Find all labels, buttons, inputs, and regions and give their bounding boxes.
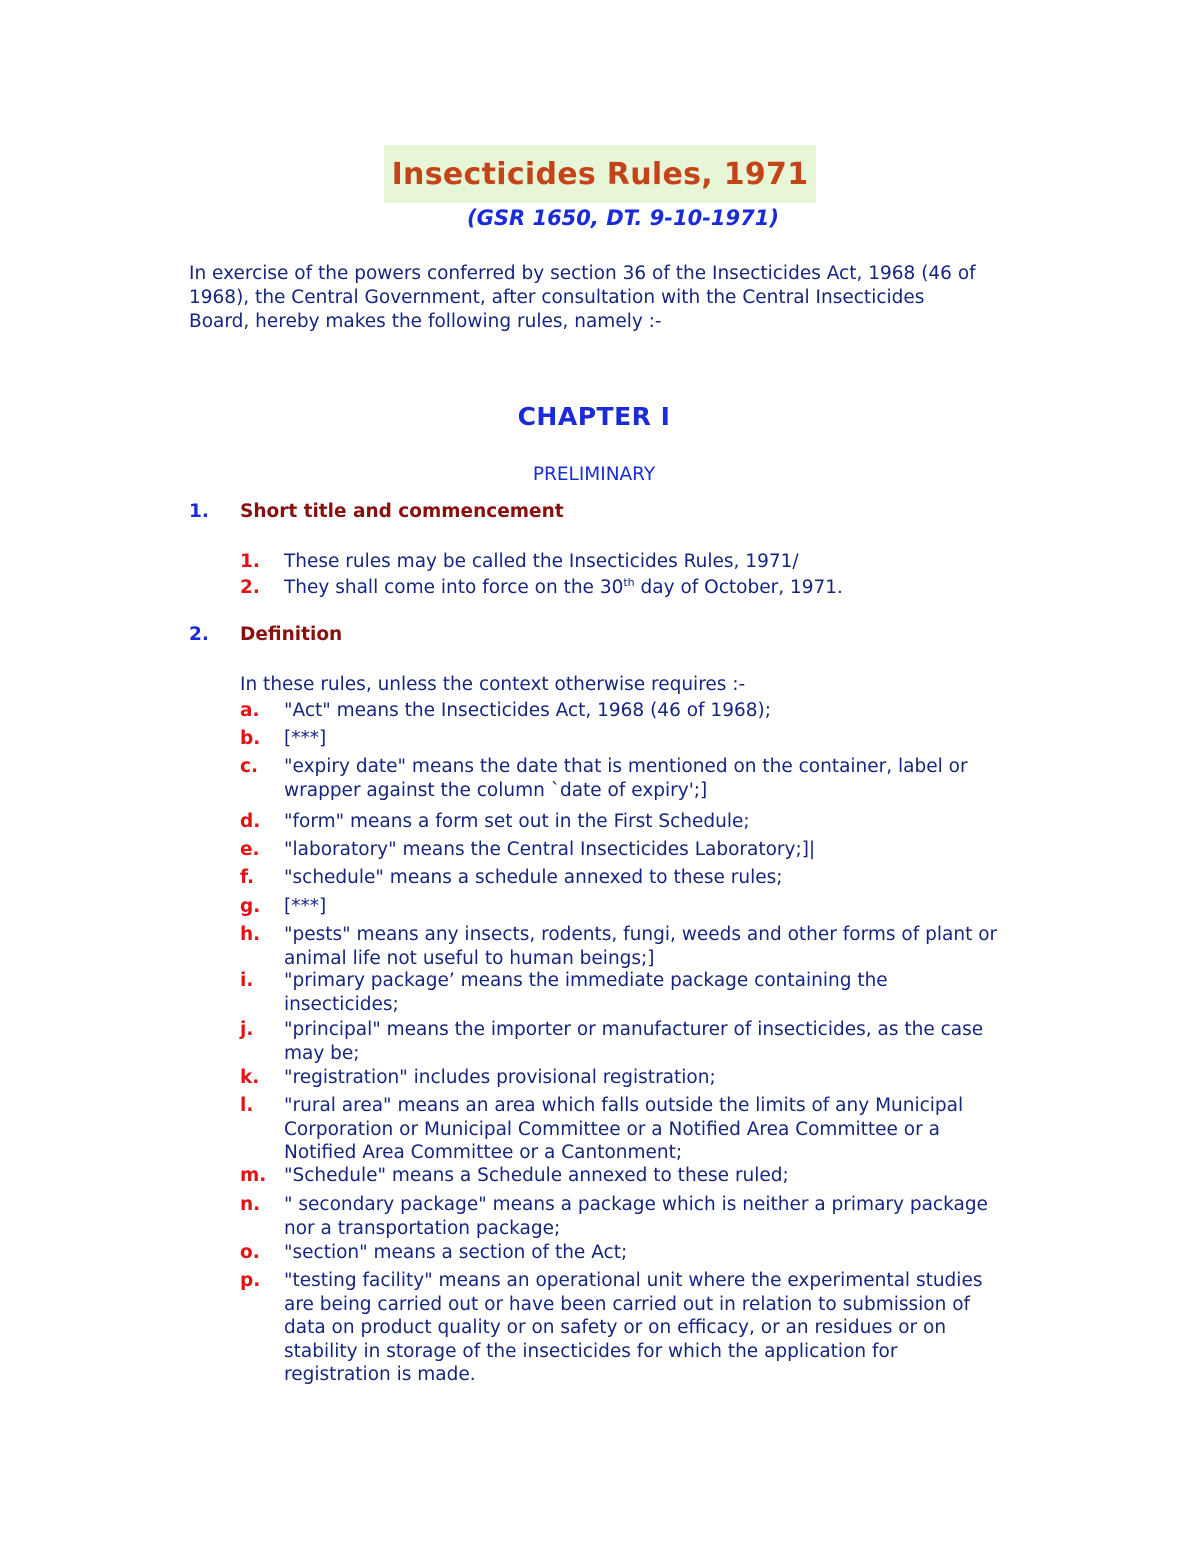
list-item	[240, 1164, 1000, 1188]
list-item-text: These rules may be called the Insecticides Rules, 1971/	[284, 551, 799, 572]
text-part: They shall come into force on the 30	[284, 577, 624, 598]
list-item	[240, 866, 1000, 890]
chapter-heading: CHAPTER I	[517, 402, 671, 431]
list-item-text: "rural area" means an area which falls outside the limits of any Municipal Corporation or Municipal Committee or a Notified Area Committee or a Notified Area Committee or a Cantonment;	[284, 1095, 964, 1163]
list-item-text: "registration" includes provisional registration;	[284, 1067, 716, 1088]
list-marker: i.	[240, 970, 254, 991]
title-container	[0, 145, 1200, 203]
list-item	[240, 1018, 1000, 1065]
list-item-text: "Schedule" means a Schedule annexed to these ruled;	[284, 1165, 789, 1186]
list-marker: o.	[240, 1242, 260, 1263]
list-item-text: "pests" means any insects, rodents, fungi, weeds and other forms of plant or animal life not useful to human beings;]	[284, 924, 998, 969]
list-item-text: "laboratory" means the Central Insecticides Laboratory;]|	[284, 839, 816, 860]
document-title: Insecticides Rules, 1971	[384, 145, 817, 203]
list-item	[240, 969, 1000, 1016]
document-subtitle: (GSR 1650, DT. 9-10-1971)	[467, 206, 779, 230]
list-marker: d.	[240, 811, 261, 832]
list-item	[240, 727, 1000, 751]
list-item	[240, 755, 1000, 802]
list-item-text: "expiry date" means the date that is mentioned on the container, label or wrapper against the column `date of expiry';]	[284, 756, 968, 801]
list-item-text: "principal" means the importer or manufacturer of insecticides, as the case may be;	[284, 1019, 984, 1064]
list-marker: 2.	[240, 577, 260, 598]
list-item-text: [***]	[284, 728, 327, 749]
list-marker: m.	[240, 1165, 267, 1186]
superscript: th	[623, 575, 635, 589]
list-item-text: "section" means a section of the Act;	[284, 1242, 628, 1263]
list-marker: a.	[240, 700, 260, 721]
list-marker: g.	[240, 896, 261, 917]
list-marker: j.	[240, 1019, 254, 1040]
list-item	[240, 550, 1000, 574]
list-marker: c.	[240, 756, 258, 777]
list-item	[240, 838, 1000, 862]
section-title: Definition	[240, 624, 343, 645]
section-lead-text: In these rules, unless the context otherwise requires :-	[240, 674, 746, 695]
list-item	[240, 699, 1000, 723]
list-item	[240, 1066, 1000, 1090]
list-item	[240, 1094, 1000, 1165]
list-item-text	[284, 576, 1000, 600]
list-item-text: [***]	[284, 896, 327, 917]
list-marker: e.	[240, 839, 260, 860]
list-marker: l.	[240, 1095, 254, 1116]
section-number: 1.	[189, 501, 209, 522]
list-item	[240, 923, 1000, 970]
list-item	[240, 1241, 1000, 1265]
list-marker: f.	[240, 867, 255, 888]
section-number: 2.	[189, 624, 209, 645]
list-item	[240, 1193, 1000, 1240]
chapter-subheading: PRELIMINARY	[532, 464, 656, 485]
list-item	[240, 895, 1000, 919]
list-item-text: "Act" means the Insecticides Act, 1968 (46 of 1968);	[284, 700, 771, 721]
list-marker: p.	[240, 1270, 261, 1291]
list-marker: b.	[240, 728, 261, 749]
intro-paragraph: In exercise of the powers conferred by section 36 of the Insecticides Act, 1968 (46 of 1968), the Central Government, after consultation with the Central Insecticides Board, hereby makes the following rules, namely :-	[189, 263, 976, 332]
list-marker: n.	[240, 1194, 261, 1215]
list-marker: h.	[240, 924, 261, 945]
list-item	[240, 810, 1000, 834]
text-part: day of October, 1971.	[634, 577, 843, 598]
list-item-text: "schedule" means a schedule annexed to these rules;	[284, 867, 783, 888]
list-item-text: "testing facility" means an operational unit where the experimental studies are being carried out or have been carried out in relation to submission of data on product quality or on safety or on efficacy, or an residues or on stability in storage of the insecticides for which the application for registration is made.	[284, 1270, 983, 1385]
section-title: Short title and commencement	[240, 501, 564, 522]
list-marker: 1.	[240, 551, 260, 572]
list-item	[240, 576, 1000, 600]
list-marker: k.	[240, 1067, 260, 1088]
list-item-text: "form" means a form set out in the First Schedule;	[284, 811, 750, 832]
list-item-text: "primary package’ means the immediate package containing the insecticides;	[284, 970, 888, 1015]
list-item	[240, 1269, 1000, 1387]
list-item-text: " secondary package" means a package which is neither a primary package nor a transportation package;	[284, 1194, 988, 1239]
